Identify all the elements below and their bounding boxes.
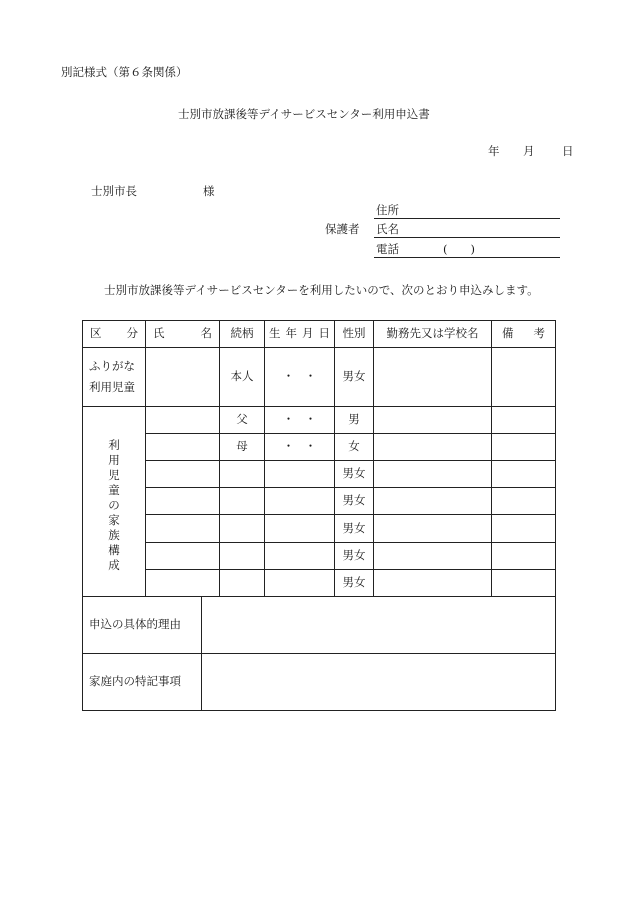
header-remarks-1: 備 (502, 326, 514, 341)
special-notes-field[interactable] (202, 654, 555, 710)
header-birth-1: 生 (269, 326, 281, 341)
family-label-char: の (108, 498, 120, 512)
address-label: 住所 (376, 203, 399, 217)
family-label-char: 成 (108, 558, 120, 572)
guardian-label: 保護者 (325, 222, 360, 236)
address-field[interactable] (374, 218, 560, 219)
header-name (146, 321, 219, 347)
family-birth-dot-2: ・ (304, 412, 317, 427)
child-school-cell[interactable] (374, 348, 491, 406)
phone-label: 電話 (376, 242, 399, 256)
family-label-char: 利 (108, 438, 120, 452)
header-remarks (492, 321, 555, 347)
family-birthdate[interactable] (265, 434, 334, 460)
header-category (83, 321, 145, 347)
family-sex[interactable]: 男女 (342, 548, 366, 563)
application-table (82, 320, 556, 711)
family-label-char: 用 (108, 453, 120, 467)
child-sex[interactable]: 男女 (342, 369, 366, 384)
date-year-label: 年 (488, 144, 500, 158)
child-relation: 本人 (230, 369, 254, 384)
special-notes-label: 家庭内の特記事項 (89, 674, 181, 689)
family-label (83, 438, 145, 573)
family-label-char: 童 (108, 483, 120, 497)
child-label: 利用児童 (89, 380, 135, 394)
header-name-2: 名 (200, 326, 212, 341)
date-month-label: 月 (523, 144, 535, 158)
family-sex[interactable]: 男女 (342, 493, 366, 508)
family-birth-dot-2: ・ (304, 439, 317, 454)
family-sex[interactable]: 男女 (342, 466, 366, 481)
header-name-1: 氏 (153, 326, 165, 341)
reason-field[interactable] (202, 597, 555, 653)
family-label-char: 族 (108, 528, 120, 542)
family-birthdate[interactable] (265, 407, 334, 433)
header-relation: 続柄 (230, 326, 254, 341)
name-label: 氏名 (376, 222, 399, 236)
family-relation: 母 (236, 439, 248, 454)
phone-area-code: ( ) (443, 242, 475, 256)
header-birth-2: 年 (285, 326, 297, 341)
header-sex: 性別 (342, 326, 366, 341)
family-label-char: 家 (108, 513, 120, 527)
family-relation: 父 (236, 412, 248, 427)
phone-field[interactable] (374, 257, 560, 258)
date-day-label: 日 (562, 144, 574, 158)
reason-label: 申込の具体的理由 (89, 617, 181, 632)
child-birth-dot-1: ・ (282, 369, 295, 384)
family-sex[interactable]: 男 (348, 412, 360, 427)
header-remarks-2: 考 (533, 326, 545, 341)
family-sex[interactable]: 男女 (342, 520, 366, 535)
honorific: 様 (203, 184, 215, 198)
header-category-1: 区 (90, 326, 102, 341)
header-birth-3: 月 (302, 326, 314, 341)
family-label-char: 児 (108, 468, 120, 482)
family-sex[interactable]: 女 (348, 439, 360, 454)
header-category-2: 分 (126, 326, 138, 341)
family-sex[interactable]: 男女 (342, 575, 366, 590)
addressee: 士別市長 (91, 184, 137, 198)
family-birth-dot-1: ・ (282, 439, 295, 454)
child-remarks-cell[interactable] (492, 348, 555, 406)
form-number: 別記様式（第６条関係） (61, 65, 188, 79)
child-birth-dot-2: ・ (304, 369, 317, 384)
application-statement: 士別市放課後等デイサービスセンターを利用したいので、次のとおり申込みします。 (104, 283, 539, 297)
header-birth (265, 321, 334, 347)
family-birth-dot-1: ・ (282, 412, 295, 427)
form-title: 士別市放課後等デイサービスセンター利用申込書 (178, 107, 430, 121)
child-birthdate[interactable] (265, 348, 334, 406)
header-workplace: 勤務先又は学校名 (386, 326, 479, 341)
name-field[interactable] (374, 237, 560, 238)
child-name-cell[interactable] (146, 348, 219, 406)
header-birth-4: 日 (318, 326, 330, 341)
family-label-char: 構 (108, 543, 120, 557)
furigana-label: ふりがな (89, 359, 135, 373)
